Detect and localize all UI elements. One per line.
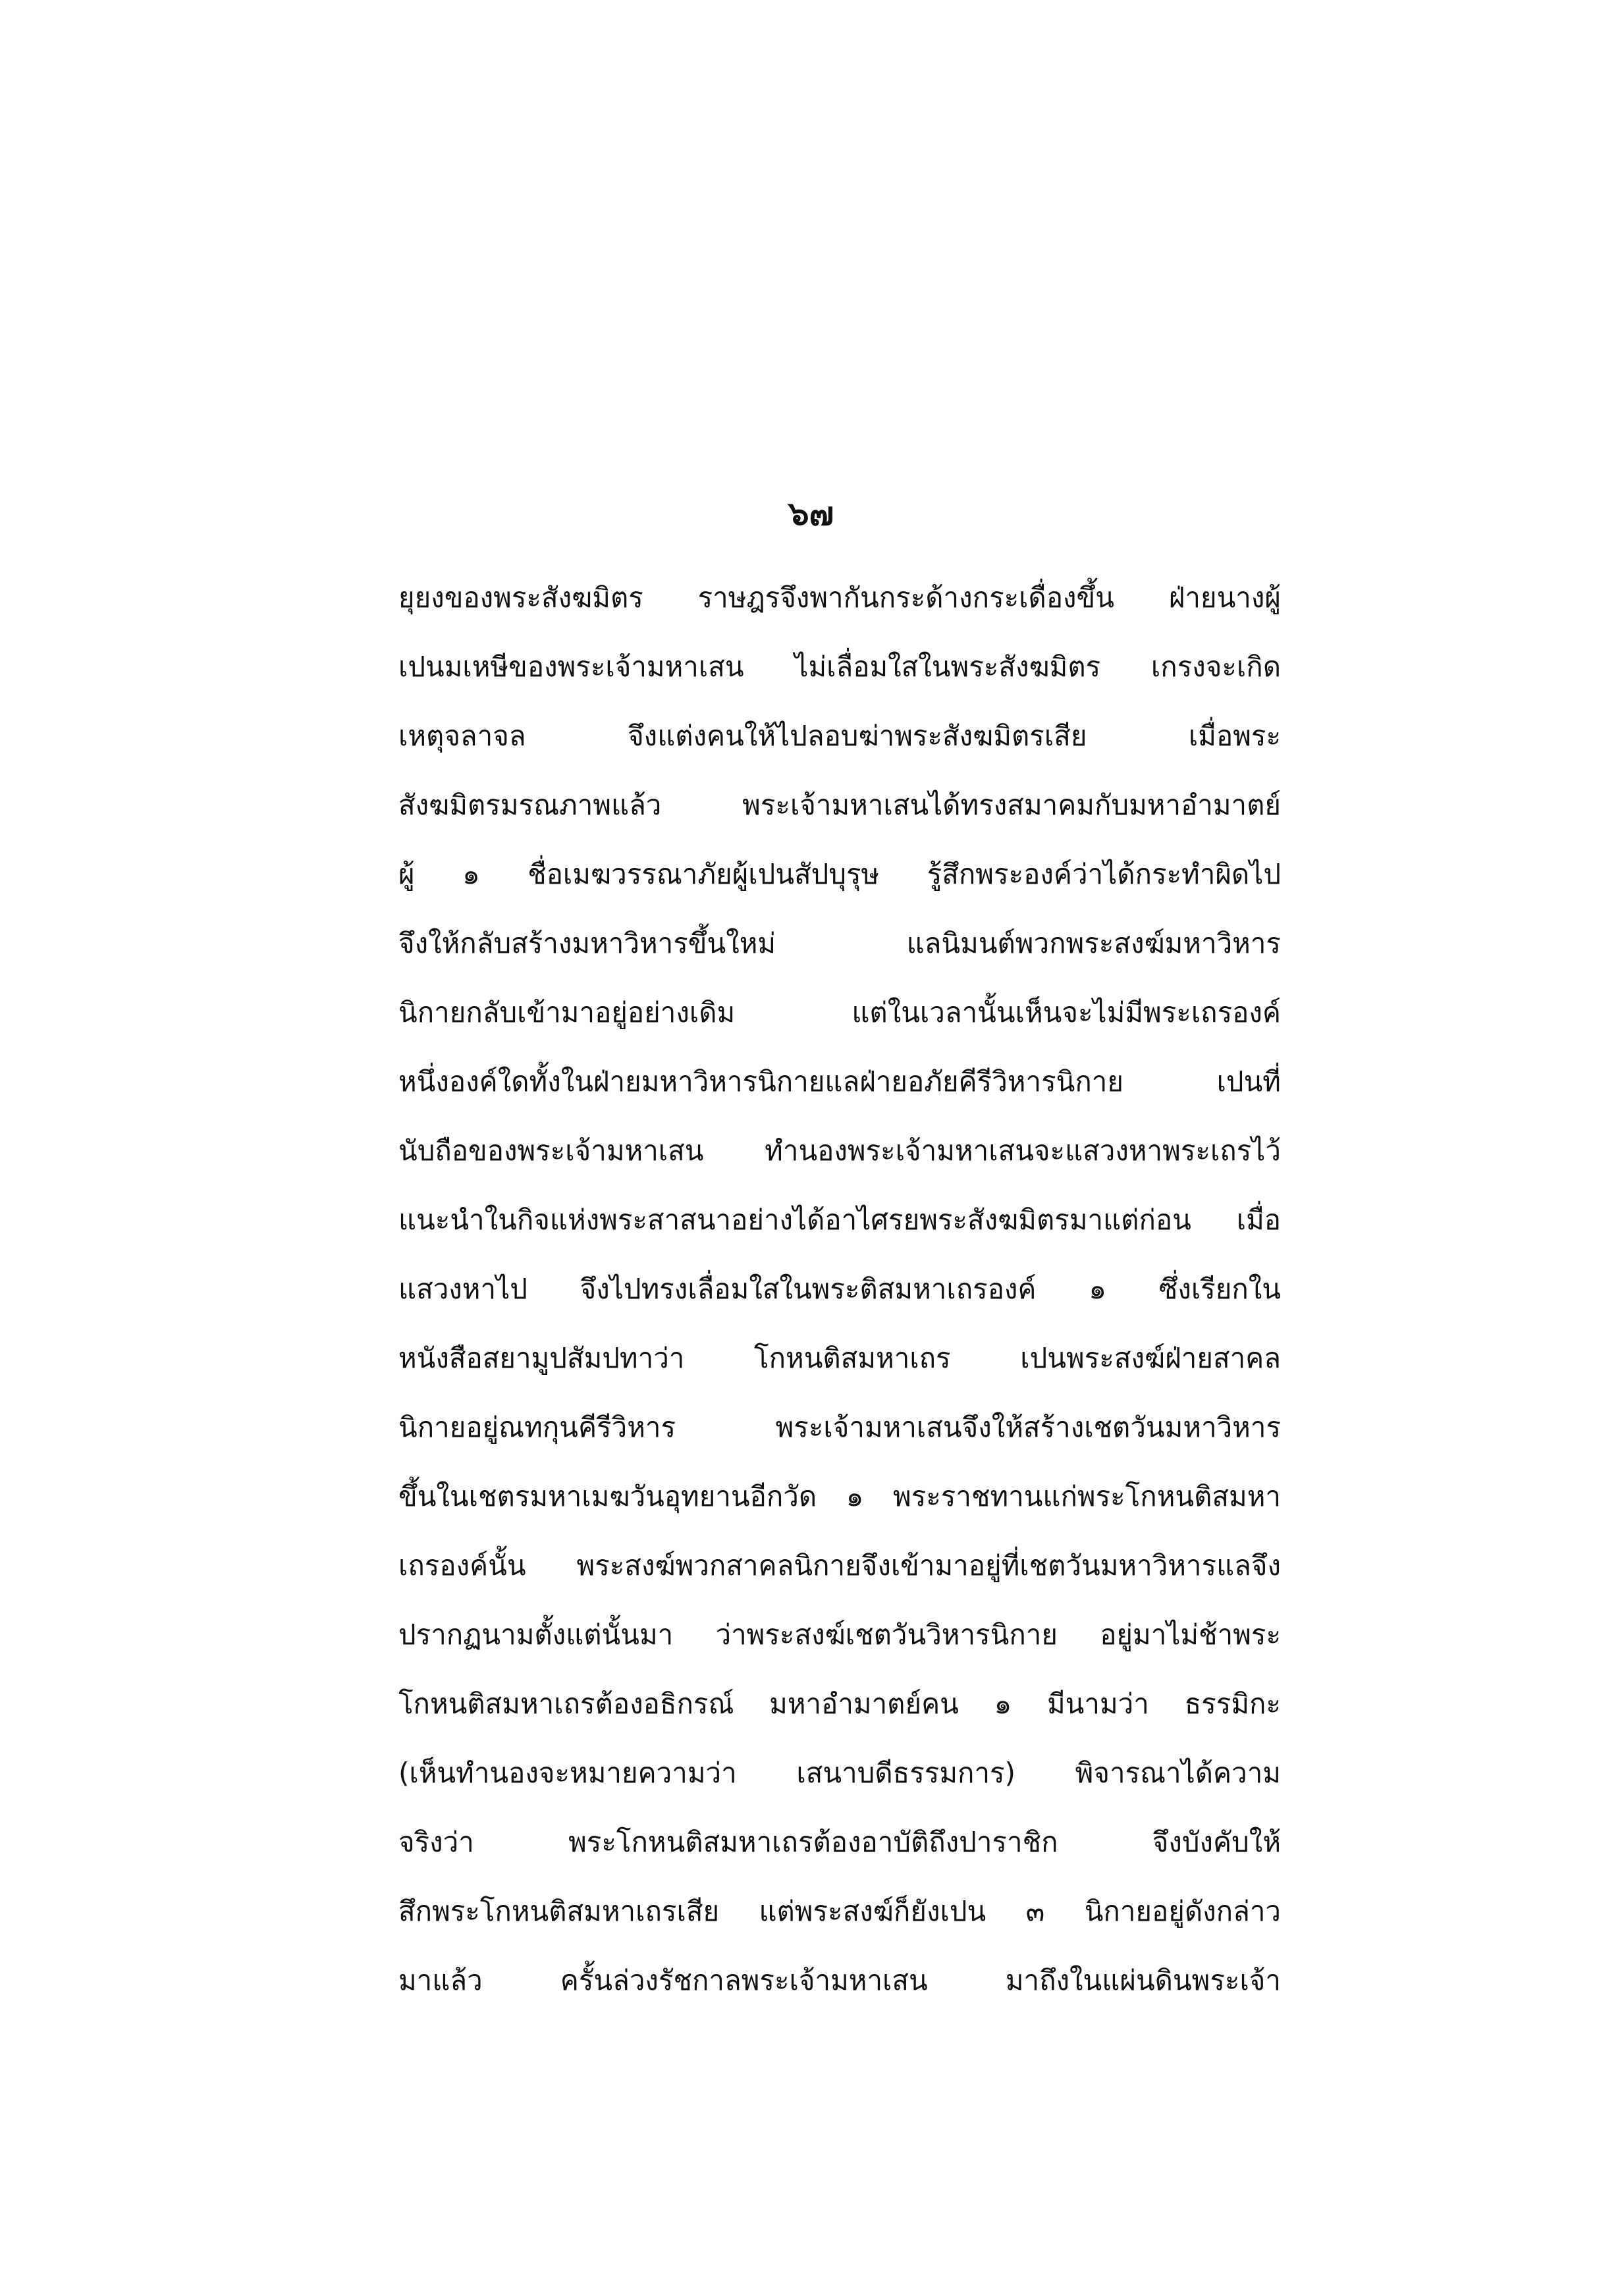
text-line: ผู้ ๑ ชื่อเมฆวรรณาภัยผู้เปนสัปบุรุษ รู้สึกพระองค์ว่าได้กระทำผิดไป bbox=[398, 858, 1281, 890]
text-line: เปนมเหษีของพระเจ้ามหาเสน ไม่เลื่อมใสในพระสังฆมิตร เกรงจะเกิด bbox=[398, 651, 1281, 683]
text-line: สึกพระโกหนติสมหาเถรเสีย แต่พระสงฆ์ก็ยังเปน ๓ นิกายอยู่ดังกล่าว bbox=[398, 1895, 1281, 1927]
text-line: เหตุจลาจล จึงแต่งคนให้ไปลอบฆ่าพระสังฆมิตรเสีย เมื่อพระ bbox=[398, 720, 1281, 752]
text-line: แสวงหาไป จึงไปทรงเลื่อมใสในพระติสมหาเถรองค์ ๑ ซึ่งเรียกใน bbox=[398, 1273, 1281, 1305]
page-number: ๖๗ bbox=[788, 494, 834, 533]
text-line: จริงว่า พระโกหนติสมหาเถรต้องอาบัติถึงปาราชิก จึงบังคับให้ bbox=[398, 1826, 1281, 1858]
text-line: นับถือของพระเจ้ามหาเสน ทำนองพระเจ้ามหาเสนจะแสวงหาพระเถรไว้ bbox=[398, 1135, 1281, 1167]
text-line: แนะนำในกิจแห่งพระสาสนาอย่างได้อาไศรยพระสังฆมิตรมาแต่ก่อน เมื่อ bbox=[398, 1204, 1281, 1236]
text-line: (เห็นทำนองจะหมายความว่า เสนาบดีธรรมการ) พิจารณาได้ความ bbox=[398, 1757, 1281, 1789]
text-line: ปรากฏนามตั้งแต่นั้นมา ว่าพระสงฆ์เชตวันวิหารนิกาย อยู่มาไม่ช้าพระ bbox=[398, 1618, 1281, 1651]
text-line: ขึ้นในเชตรมหาเมฆวันอุทยานอีกวัด ๑ พระราชทานแก่พระโกหนติสมหา bbox=[398, 1480, 1281, 1512]
text-line: หนังสือสยามูปสัมปทาว่า โกหนติสมหาเถร เปนพระสงฆ์ฝ่ายสาคล bbox=[398, 1342, 1281, 1374]
text-line: โกหนติสมหาเถรต้องอธิกรณ์ มหาอำมาตย์คน ๑ มีนามว่า ธรรมิกะ bbox=[398, 1688, 1281, 1720]
text-line: หนึ่งองค์ใดทั้งในฝ่ายมหาวิหารนิกายแลฝ่ายอภัยคีรีวิหารนิกาย เปนที่ bbox=[398, 1065, 1281, 1098]
body-text bbox=[398, 563, 1281, 2015]
text-line: เถรองค์นั้น พระสงฆ์พวกสาคลนิกายจึงเข้ามาอยู่ที่เชตวันมหาวิหารแลจึง bbox=[398, 1549, 1281, 1582]
text-line: สังฆมิตรมรณภาพแล้ว พระเจ้ามหาเสนได้ทรงสมาคมกับมหาอำมาตย์ bbox=[398, 789, 1281, 821]
text-line: จึงให้กลับสร้างมหาวิหารขึ้นใหม่ แลนิมนต์พวกพระสงฆ์มหาวิหาร bbox=[398, 927, 1281, 959]
text-line: ยุยงของพระสังฆมิตร ราษฎรจึงพากันกระด้างกระเดื่องขึ้น ฝ่ายนางผู้ bbox=[398, 581, 1281, 614]
text-line: นิกายกลับเข้ามาอยู่อย่างเดิม แต่ในเวลานั้นเห็นจะไม่มีพระเถรองค์ bbox=[398, 996, 1281, 1028]
text-line: มาแล้ว ครั้นล่วงรัชกาลพระเจ้ามหาเสน มาถึงในแผ่นดินพระเจ้า bbox=[398, 1964, 1281, 1996]
text-line: นิกายอยู่ณทกุนคีรีวิหาร พระเจ้ามหาเสนจึงให้สร้างเชตวันมหาวิหาร bbox=[398, 1411, 1281, 1443]
